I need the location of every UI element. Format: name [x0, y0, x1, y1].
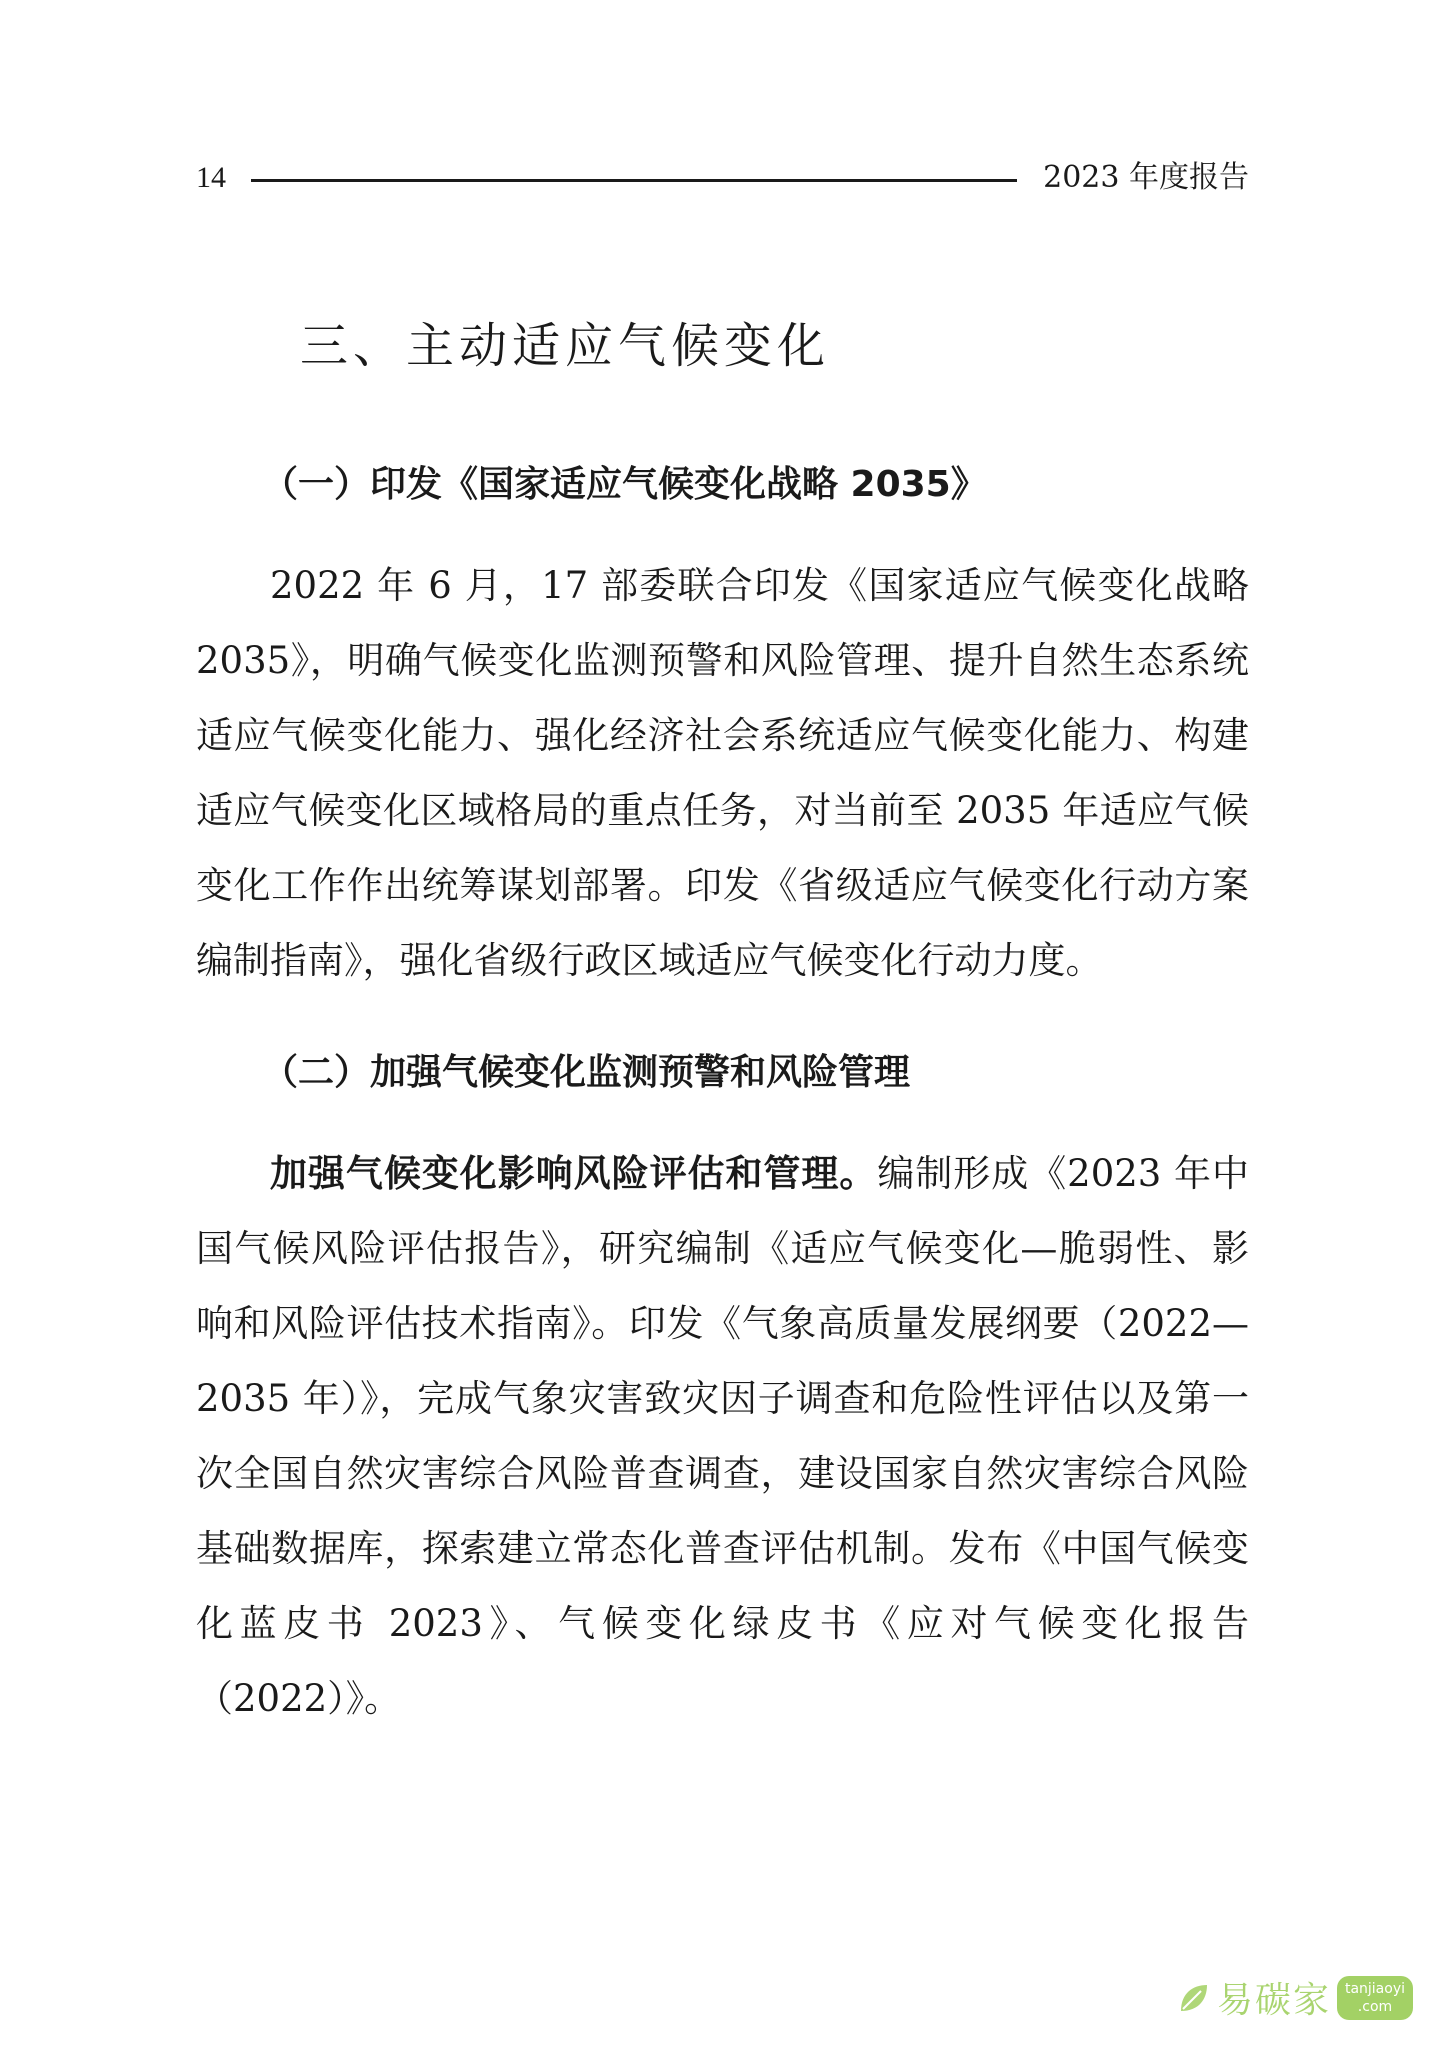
- paragraph-lead: 加强气候变化影响风险评估和管理。: [270, 1151, 878, 1195]
- header-rule: [251, 179, 1017, 182]
- watermark-domain: tanjiaoyi: [1344, 1980, 1405, 1997]
- section-heading-2: （二）加强气候变化监测预警和风险管理: [262, 1052, 911, 1093]
- watermark-brand: 易碳家: [1216, 1980, 1331, 2021]
- chapter-title: 三、主动适应气候变化: [300, 318, 831, 374]
- report-title: 2023 年度报告: [1043, 160, 1249, 195]
- watermark-domain-badge: [1337, 1976, 1413, 2020]
- section-heading-1: （一）印发《国家适应气候变化战略 2035》: [262, 464, 987, 505]
- leaf-icon: [1177, 1981, 1211, 2015]
- running-header: [196, 158, 1249, 198]
- watermark-tld: .com: [1357, 1998, 1393, 2015]
- paragraph-text: 编制形成《2023 年中国气候风险评估报告》，研究编制《适应气候变化—脆弱性、影响和风险评估技术指南》。印发《气象高质量发展纲要（2022—2035 年）》，完成气象灾害致灾因子调查和危险性评估以及第一次全国自然灾害综合风险普查调查，建设国家自然灾害综合风险基础数据库，探索建立常态化普查评估机制。发布《中国气候变化蓝皮书 2023》、气候变化绿皮书《应对气候变化报告（2022）》。: [196, 1152, 1249, 1720]
- paragraph-text: 2022 年 6 月，17 部委联合印发《国家适应气候变化战略 2035》，明确气候变化监测预警和风险管理、提升自然生态系统适应气候变化能力、强化经济社会系统适应气候变化能力、构建适应气候变化区域格局的重点任务，对当前至 2035 年适应气候变化工作作出统筹谋划部署。印发《省级适应气候变化行动方案编制指南》，强化省级行政区域适应气候变化行动力度。: [196, 564, 1249, 982]
- section-2-paragraph: [196, 1136, 1249, 1736]
- page-number: 14: [196, 161, 226, 194]
- section-1-paragraph: [196, 548, 1249, 998]
- watermark: [1177, 1972, 1413, 2023]
